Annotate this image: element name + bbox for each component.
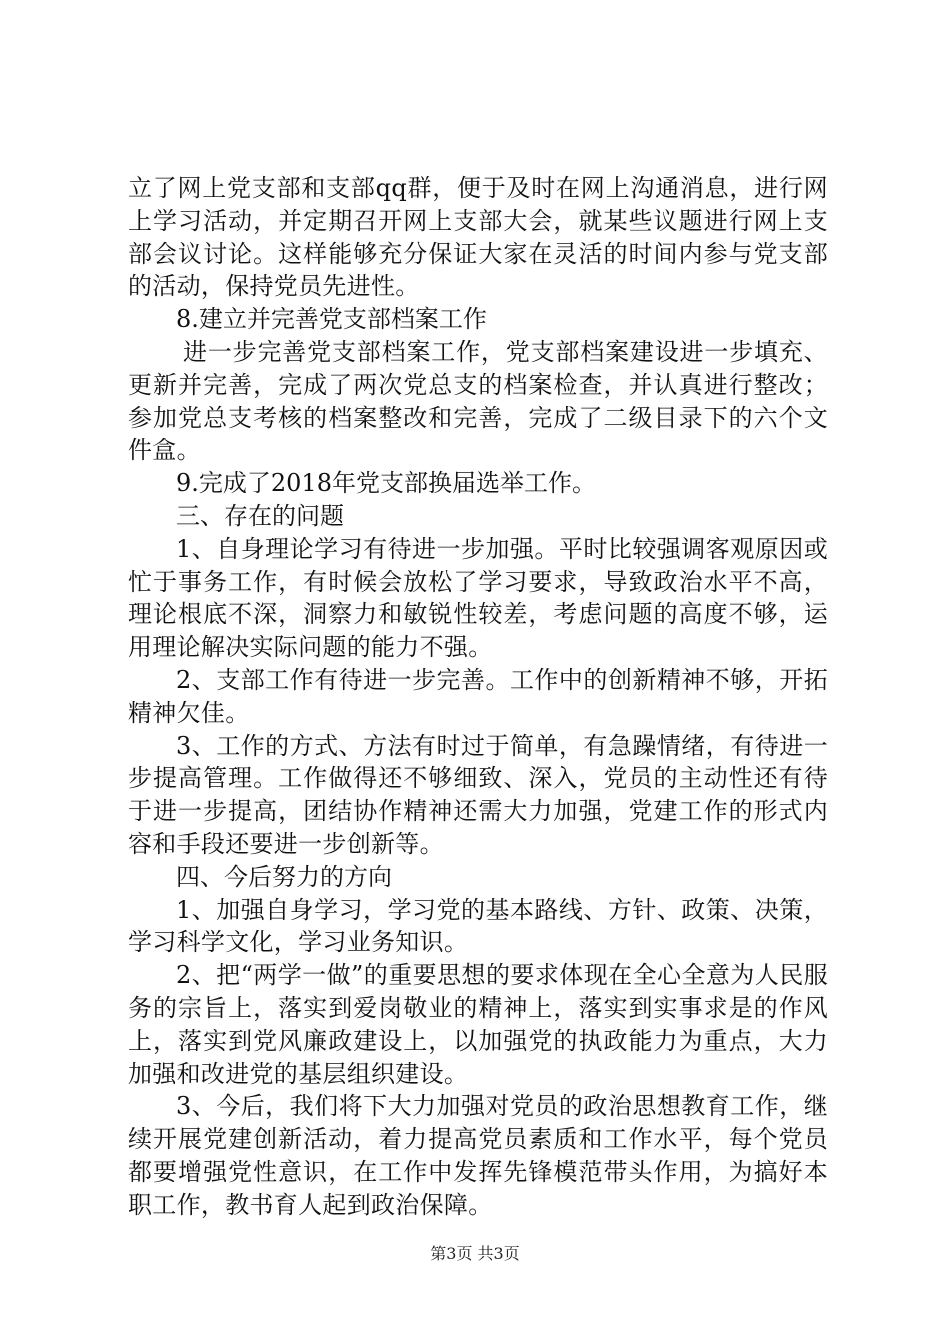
paragraph-problem-3: 3、工作的方式、方法有时过于简单，有急躁情绪，有待进一步提高管理。工作做得还不够细致、深入，党员的主动性还有待于进一步提高，团结协作精神还需大力加强，党建工作的形式内容和手段还要进一步创新等。 — [128, 731, 828, 858]
section-item-8-heading: 8.建立并完善党支部档案工作 — [176, 305, 487, 334]
paragraph-direction-2: 2、把“两学一做”的重要思想的要求体现在全心全意为人民服务的宗旨上，落实到爱岗敬业的精神上，落实到实事求是的作风上，落实到党风廉政建设上，以加强党的执政能力为重点，大力加强和改进党的基层组织建设。 — [128, 961, 828, 1088]
paragraph-continuation: 立了网上党支部和支部qq群，便于及时在网上沟通消息，进行网上学习活动，并定期召开网上支部大会，就某些议题进行网上支部会议讨论。这样能够充分保证大家在灵活的时间内参与党支部的活动，保持党员先进性。 — [128, 174, 828, 301]
paragraph-archive-work: 进一步完善党支部档案工作，党支部档案建设进一步填充、更新并完善，完成了两次党总支的档案检查，并认真进行整改；参加党总支考核的档案整改和完善，完成了二级目录下的六个文件盒。 — [128, 337, 828, 465]
section-problems-heading: 三、存在的问题 — [176, 501, 344, 530]
document-body — [128, 172, 828, 1222]
paragraph-problem-2: 2、支部工作有待进一步完善。工作中的创新精神不够，开拓精神欠佳。 — [128, 665, 828, 727]
paragraph-problem-1: 1、自身理论学习有待进一步加强。平时比较强调客观原因或忙于事务工作，有时候会放松了学习要求，导致政治水平不高，理论根底不深，洞察力和敏锐性较差，考虑问题的高度不够，运用理论解决实际问题的能力不强。 — [128, 534, 828, 662]
section-item-9-heading: 9.完成了2018年党支部换届选举工作。 — [176, 469, 596, 498]
section-direction-heading: 四、今后努力的方向 — [176, 862, 392, 891]
page-footer — [0, 1244, 950, 1264]
paragraph-direction-1: 1、加强自身学习，学习党的基本路线、方针、政策、决策，学习科学文化，学习业务知识。 — [128, 895, 828, 957]
paragraph-direction-3: 3、今后，我们将下大力加强对党员的政治思想教育工作，继续开展党建创新活动，着力提高党员素质和工作水平，每个党员都要增强党性意识，在工作中发挥先锋模范带头作用，为搞好本职工作，教书育人起到政治保障。 — [128, 1092, 828, 1219]
page-number-label: 第3页 共3页 — [430, 1244, 520, 1263]
